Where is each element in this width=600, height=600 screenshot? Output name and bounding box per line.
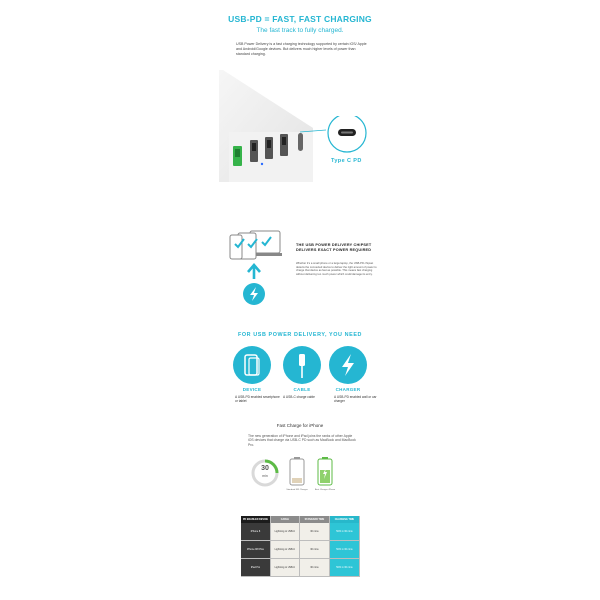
cable-title: CABLE: [293, 387, 311, 392]
iphone-body: The new generation of iPhone and iPad joins the ranks of other Apple iOS devices that charge via USB-C PD such as MacBook and MacBook Pro.: [248, 434, 356, 447]
table-cell: 50% in 30 mins: [329, 559, 359, 577]
battery-standard-icon: [289, 456, 305, 486]
requirements-title: FOR USB POWER DELIVERY, YOU NEED: [237, 332, 363, 338]
table-header: CABLE: [270, 516, 299, 523]
iphone-title: Fast Charge for iPhone: [276, 423, 324, 428]
cable-icon: [283, 346, 321, 384]
comparison-table: [241, 516, 360, 577]
caption-pd: Best Charger iPhone: [314, 489, 336, 491]
charger-circle: [329, 346, 367, 384]
bolt-icon: [329, 346, 367, 384]
timer-unit: min: [262, 474, 268, 478]
table-header: PD ENABLED DEVICE: [241, 516, 270, 523]
table-cell: 50% in 30 mins: [329, 523, 359, 541]
table-header: CHARGING TIME: [329, 516, 359, 523]
typec-label: Type C PD: [331, 158, 362, 164]
table-cell: iPad Pro: [241, 559, 270, 577]
cable-circle: [283, 346, 321, 384]
table-cell: Lightning to USB-C: [270, 541, 299, 559]
hero-subtitle: The fast track to fully charged.: [256, 27, 344, 34]
devices-icon: [226, 222, 282, 306]
table-header: STANDARD TIME: [299, 516, 329, 523]
table-row: [241, 559, 360, 577]
hero-intro: USB Power Delivery is a fast charging technology supported by certain iOS/ Apple and Android/Google devices. But delivers much higher levels of power than standard charging.: [236, 42, 367, 56]
typec-zoom-icon: [300, 116, 370, 156]
table-cell: iPhone 8/8 Plus: [241, 541, 270, 559]
battery-pd-icon: [317, 456, 333, 486]
charger-title: CHARGER: [335, 387, 361, 392]
device-text: A USB-PD enabled smartphone or tablet: [235, 395, 280, 403]
phone-icon: [233, 346, 271, 384]
caption-standard: Standard 5W Charger: [286, 489, 308, 491]
timer-icon: [250, 458, 280, 488]
cable-text: A USB-C charge cable: [283, 395, 315, 399]
table-row: [241, 541, 360, 559]
table-cell: 30 mins: [299, 541, 329, 559]
table-cell: iPhone 8: [241, 523, 270, 541]
charger-text: A USB-PD enabled wall or car charger: [334, 395, 377, 403]
table-cell: Lightning to USB-C: [270, 559, 299, 577]
table-cell: 30 mins: [299, 523, 329, 541]
chipset-body: Whether it's a small phone or a large laptop, the USB-PD chipset detects the connected device to deliver the right amount of power to charge that device as fast as possible. This means fast charging without delivering too much power which could damage its entry.: [296, 262, 377, 276]
device-circle: [233, 346, 271, 384]
table-header-row: [241, 516, 360, 523]
device-title: DEVICE: [242, 387, 262, 392]
table-row: [241, 523, 360, 541]
table-cell: 30 mins: [299, 559, 329, 577]
table-cell: 50% in 30 mins: [329, 541, 359, 559]
timer-value: 30: [261, 465, 269, 472]
hero-title: USB-PD = FAST, FAST CHARGING: [228, 14, 372, 24]
charger-image: [219, 70, 313, 182]
table-cell: Lightning to USB-C: [270, 523, 299, 541]
chipset-title: THE USB POWER DELIVERY CHIPSET DELIVERS EXACT POWER REQUIRED: [296, 243, 372, 252]
